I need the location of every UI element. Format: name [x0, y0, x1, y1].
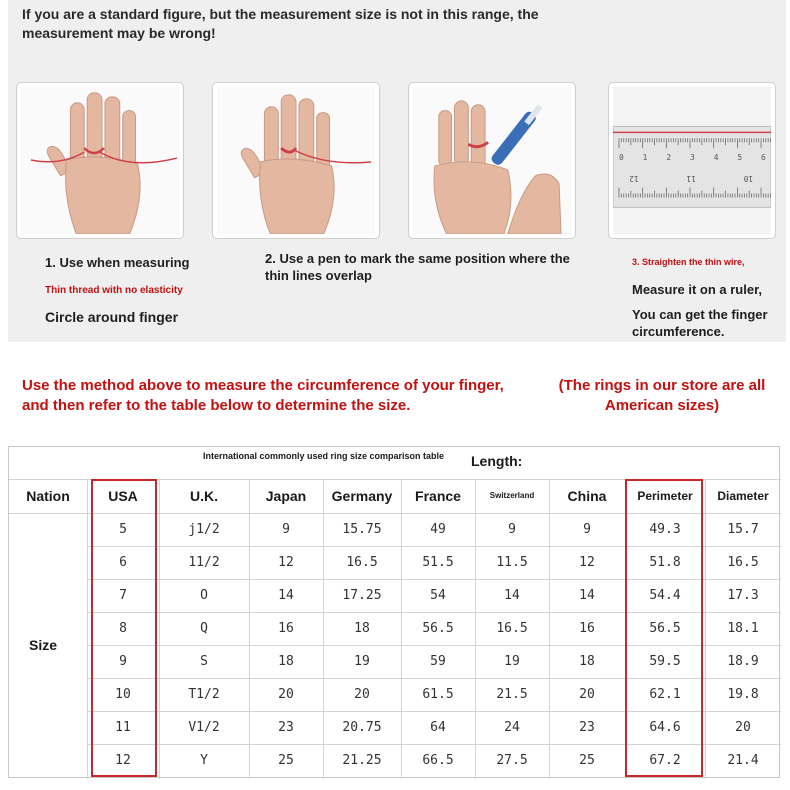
table-cell: 11.5: [496, 555, 528, 570]
table-cell: 18.9: [727, 654, 759, 669]
table-cell: 15.75: [342, 522, 382, 537]
column-header-switzerland: Switzerland: [489, 491, 535, 500]
table-cell: 20.75: [342, 720, 382, 735]
table-cell: j1/2: [188, 522, 220, 537]
column-header-france: France: [415, 488, 461, 504]
row-label-size: Size: [29, 637, 58, 653]
length-label: Length:: [471, 453, 523, 469]
table-cell: 9: [508, 522, 516, 537]
table-cell: 16: [278, 621, 294, 636]
ruler-mark-top-6: 6: [761, 153, 766, 163]
table-cell: Y: [200, 753, 208, 768]
column-header-diameter: Diameter: [717, 489, 769, 503]
instruction-left: Use the method above to measure the circumference of your finger, and then refer to the table below to determine the size.: [22, 377, 504, 414]
table-cell: 66.5: [422, 753, 454, 768]
ruler-mark-bottom-11: 11: [686, 173, 696, 183]
photo-ruler: [608, 82, 776, 239]
step2-title: 2. Use a pen to mark the same position where the thin lines overlap: [265, 251, 570, 283]
table-cell: 16.5: [496, 621, 528, 636]
table-cell: 18: [278, 654, 294, 669]
table-cell: 6: [119, 555, 127, 570]
table-cell: 16.5: [346, 555, 378, 570]
table-cell: 21.5: [496, 687, 528, 702]
step1-note: Thin thread with no elasticity: [45, 285, 183, 296]
ruler-mark-top-1: 1: [642, 153, 648, 163]
ring-size-table: [8, 446, 780, 778]
column-header-usa: USA: [108, 488, 138, 504]
table-cell: 20: [735, 720, 751, 735]
table-cell: 21.25: [342, 753, 382, 768]
hand-overlap-illustration: [217, 87, 375, 234]
table-cell: 14: [504, 588, 520, 603]
table-cell: 18.1: [727, 621, 759, 636]
ruler-mark-top-4: 4: [713, 153, 719, 163]
photo-thread-around-finger: [16, 82, 184, 239]
table-cell: 16.5: [727, 555, 759, 570]
ruler-mark-top-5: 5: [737, 153, 743, 163]
table-cell: 9: [119, 654, 127, 669]
table-cell: 21.4: [727, 753, 759, 768]
table-cell: S: [200, 654, 208, 669]
table-cell: 59: [430, 654, 446, 669]
table-cell: 9: [282, 522, 290, 537]
table-cell: 20: [579, 687, 595, 702]
table-cell: 54.4: [649, 588, 681, 603]
step3-line1: Measure it on a ruler,: [632, 282, 763, 297]
table-cell: 14: [278, 588, 294, 603]
table-cell: 23: [278, 720, 294, 735]
column-header-germany: Germany: [331, 488, 393, 504]
table-cell: 18: [354, 621, 370, 636]
warning-text: If you are a standard figure, but the measurement size is not in this range, the measurement may be wrong!: [22, 6, 539, 41]
table-cell: 9: [583, 522, 591, 537]
table-cell: 25: [579, 753, 595, 768]
table-cell: 20: [354, 687, 370, 702]
table-cell: 12: [278, 555, 294, 570]
table-cell: 11: [115, 720, 131, 735]
ruler-mark-top-2: 2: [666, 153, 672, 163]
table-cell: 19: [504, 654, 520, 669]
table-cell: 12: [115, 753, 131, 768]
table-cell: 56.5: [649, 621, 681, 636]
column-header-nation: Nation: [26, 488, 70, 504]
table-cell: 19: [354, 654, 370, 669]
table-cell: 19.8: [727, 687, 759, 702]
ruler-mark-top-3: 3: [690, 153, 695, 163]
table-cell: 59.5: [649, 654, 681, 669]
table-cell: 62.1: [649, 687, 681, 702]
table-cell: 8: [119, 621, 127, 636]
table-cell: 25: [278, 753, 294, 768]
pen-marking-illustration: [413, 87, 571, 234]
table-cell: 23: [579, 720, 595, 735]
table-cell: 10: [115, 687, 131, 702]
table-cell: Q: [200, 621, 208, 636]
table-cell: O: [200, 588, 208, 603]
table-cell: 64: [430, 720, 446, 735]
step1-title: 1. Use when measuring: [45, 255, 190, 270]
table-cell: 49: [430, 522, 446, 537]
step1-detail: Circle around finger: [45, 309, 179, 325]
table-cell: V1/2: [188, 720, 220, 735]
column-header-uk: U.K.: [190, 488, 218, 504]
highlight-usa-column: [91, 479, 157, 777]
table-cell: 51.5: [422, 555, 454, 570]
step3-line2: You can get the finger circumference.: [632, 307, 768, 339]
table-cell: 64.6: [649, 720, 681, 735]
ruler-mark-bottom-12: 12: [629, 173, 639, 183]
column-header-perimeter: Perimeter: [637, 489, 693, 503]
table-title: International commonly used ring size comparison table: [203, 451, 445, 461]
table-cell: 54: [430, 588, 446, 603]
step3-title: 3. Straighten the thin wire,: [632, 257, 745, 267]
table-cell: 20: [278, 687, 294, 702]
column-header-china: China: [567, 488, 607, 504]
instruction-right: (The rings in our store are all American sizes): [558, 377, 766, 414]
ruler-mark-top-0: 0: [618, 153, 624, 163]
ruler-illustration: [613, 87, 771, 234]
hand-thread-illustration: [21, 87, 179, 234]
table-cell: 67.2: [649, 753, 681, 768]
photo-pen-marking: [408, 82, 576, 239]
table-cell: 51.8: [649, 555, 681, 570]
ruler-mark-bottom-10: 10: [743, 173, 754, 183]
table-cell: 12: [579, 555, 595, 570]
table-cell: 7: [119, 588, 127, 603]
photo-thread-overlap: [212, 82, 380, 239]
table-cell: 17.25: [342, 588, 382, 603]
table-cell: 5: [119, 522, 127, 537]
table-cell: 27.5: [496, 753, 528, 768]
table-cell: 11/2: [188, 555, 220, 570]
table-cell: 49.3: [649, 522, 681, 537]
table-cell: 16: [579, 621, 595, 636]
column-header-japan: Japan: [265, 488, 307, 504]
table-cell: 15.7: [727, 522, 759, 537]
highlight-perimeter-column: [625, 479, 703, 777]
table-cell: T1/2: [188, 687, 220, 702]
table-cell: 18: [579, 654, 595, 669]
table-cell: 14: [579, 588, 595, 603]
table-cell: 56.5: [422, 621, 454, 636]
table-cell: 61.5: [422, 687, 454, 702]
table-cell: 17.3: [727, 588, 759, 603]
table-cell: 24: [504, 720, 520, 735]
